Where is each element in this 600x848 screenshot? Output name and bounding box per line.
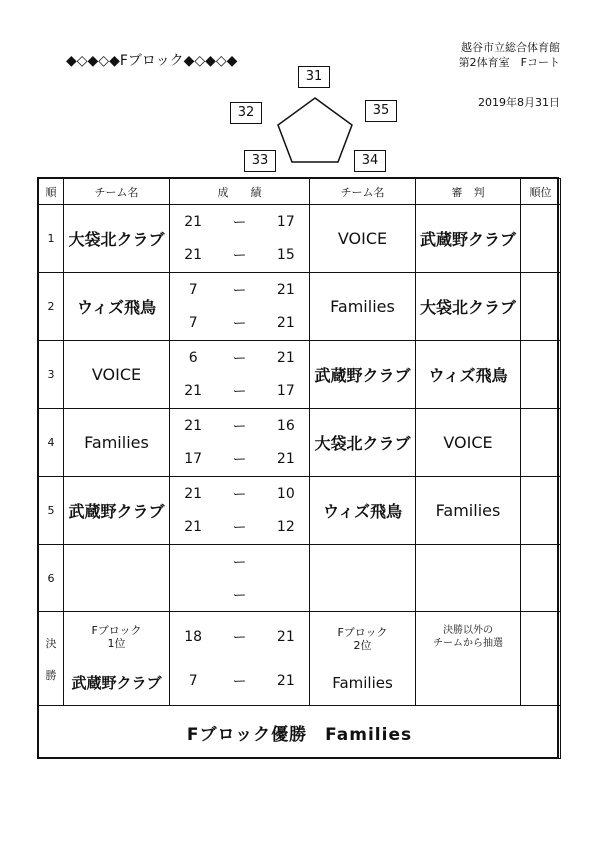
score-cell xyxy=(170,341,310,409)
score-set-1: 21 ー 17 xyxy=(184,214,295,231)
row-number: 3 xyxy=(39,341,64,409)
final-rank xyxy=(521,612,561,706)
score-set-1: 6 ー 21 xyxy=(188,350,295,367)
header-score: 成 績 xyxy=(170,179,310,205)
table-row xyxy=(39,273,561,341)
referee: VOICE xyxy=(416,409,521,477)
rank xyxy=(521,477,561,545)
score-set-2: 7 ー 21 xyxy=(188,315,295,332)
court-number-31: 31 xyxy=(298,66,330,88)
row-number: 5 xyxy=(39,477,64,545)
match-table xyxy=(38,178,561,759)
final-score-cell xyxy=(170,612,310,706)
table-row xyxy=(39,477,561,545)
score-set-2: ー xyxy=(232,587,247,604)
rank xyxy=(521,409,561,477)
referee: ウィズ飛鳥 xyxy=(416,341,521,409)
table-header-row xyxy=(39,179,561,205)
team-a: 武蔵野クラブ xyxy=(64,477,170,545)
team-b: VOICE xyxy=(310,205,416,273)
table-row xyxy=(39,341,561,409)
rank xyxy=(521,341,561,409)
score-set-1: 21 ー 10 xyxy=(184,486,295,503)
court-number-35: 35 xyxy=(365,100,397,122)
final-label: 決 勝 xyxy=(39,612,64,706)
venue-court: 第2体育室 Fコート xyxy=(458,56,560,69)
court-number-32: 32 xyxy=(230,102,262,124)
final-referee-note: 決勝以外の チームから抽選 xyxy=(416,612,521,706)
team-b xyxy=(310,545,416,612)
score-cell xyxy=(170,273,310,341)
referee: 武蔵野クラブ xyxy=(416,205,521,273)
rank xyxy=(521,205,561,273)
team-a: VOICE xyxy=(64,341,170,409)
score-set-1: ー xyxy=(232,554,247,571)
score-set-2: 21 ー 12 xyxy=(184,519,295,536)
team-a: Families xyxy=(64,409,170,477)
table-row xyxy=(39,205,561,273)
court-number-34: 34 xyxy=(354,150,386,172)
final-team-b: Fブロック 2位 Families xyxy=(310,612,416,706)
header-order: 順 xyxy=(39,179,64,205)
final-row xyxy=(39,612,561,706)
table-row xyxy=(39,409,561,477)
referee: 大袋北クラブ xyxy=(416,273,521,341)
team-a xyxy=(64,545,170,612)
team-b: Families xyxy=(310,273,416,341)
score-cell xyxy=(170,545,310,612)
block-winner: Fブロック優勝 Families xyxy=(39,706,561,759)
score-cell xyxy=(170,477,310,545)
score-set-2: 17 ー 21 xyxy=(184,451,295,468)
header-referee: 審 判 xyxy=(416,179,521,205)
row-number: 4 xyxy=(39,409,64,477)
rank xyxy=(521,545,561,612)
row-number: 2 xyxy=(39,273,64,341)
score-set-2: 21 ー 15 xyxy=(184,247,295,264)
header-team-a: チーム名 xyxy=(64,179,170,205)
score-set-1: 7 ー 21 xyxy=(188,282,295,299)
venue-name: 越谷市立総合体育館 xyxy=(461,41,560,54)
header-team-b: チーム名 xyxy=(310,179,416,205)
row-number: 1 xyxy=(39,205,64,273)
pentagon-court-diagram xyxy=(270,92,360,168)
score-cell xyxy=(170,205,310,273)
header-rank: 順位 xyxy=(521,179,561,205)
team-a: ウィズ飛鳥 xyxy=(64,273,170,341)
winner-row xyxy=(39,706,561,759)
referee xyxy=(416,545,521,612)
final-team-a: Fブロック 1位 武蔵野クラブ xyxy=(64,612,170,706)
court-number-33: 33 xyxy=(244,150,276,172)
event-date: 2019年8月31日 xyxy=(478,96,560,109)
team-a: 大袋北クラブ xyxy=(64,205,170,273)
score-cell xyxy=(170,409,310,477)
score-set-1: 21 ー 16 xyxy=(184,418,295,435)
venue xyxy=(459,40,560,70)
team-b: 武蔵野クラブ xyxy=(310,341,416,409)
score-set-2: 21 ー 17 xyxy=(184,383,295,400)
table-row xyxy=(39,545,561,612)
block-title: ◆◇◆◇◆Fブロック◆◇◆◇◆ xyxy=(66,53,238,69)
team-b: ウィズ飛鳥 xyxy=(310,477,416,545)
team-b: 大袋北クラブ xyxy=(310,409,416,477)
final-score-set-2: 7 ー 21 xyxy=(188,672,295,690)
final-score-set-1: 18 ー 21 xyxy=(184,628,295,646)
rank xyxy=(521,273,561,341)
referee: Families xyxy=(416,477,521,545)
row-number: 6 xyxy=(39,545,64,612)
